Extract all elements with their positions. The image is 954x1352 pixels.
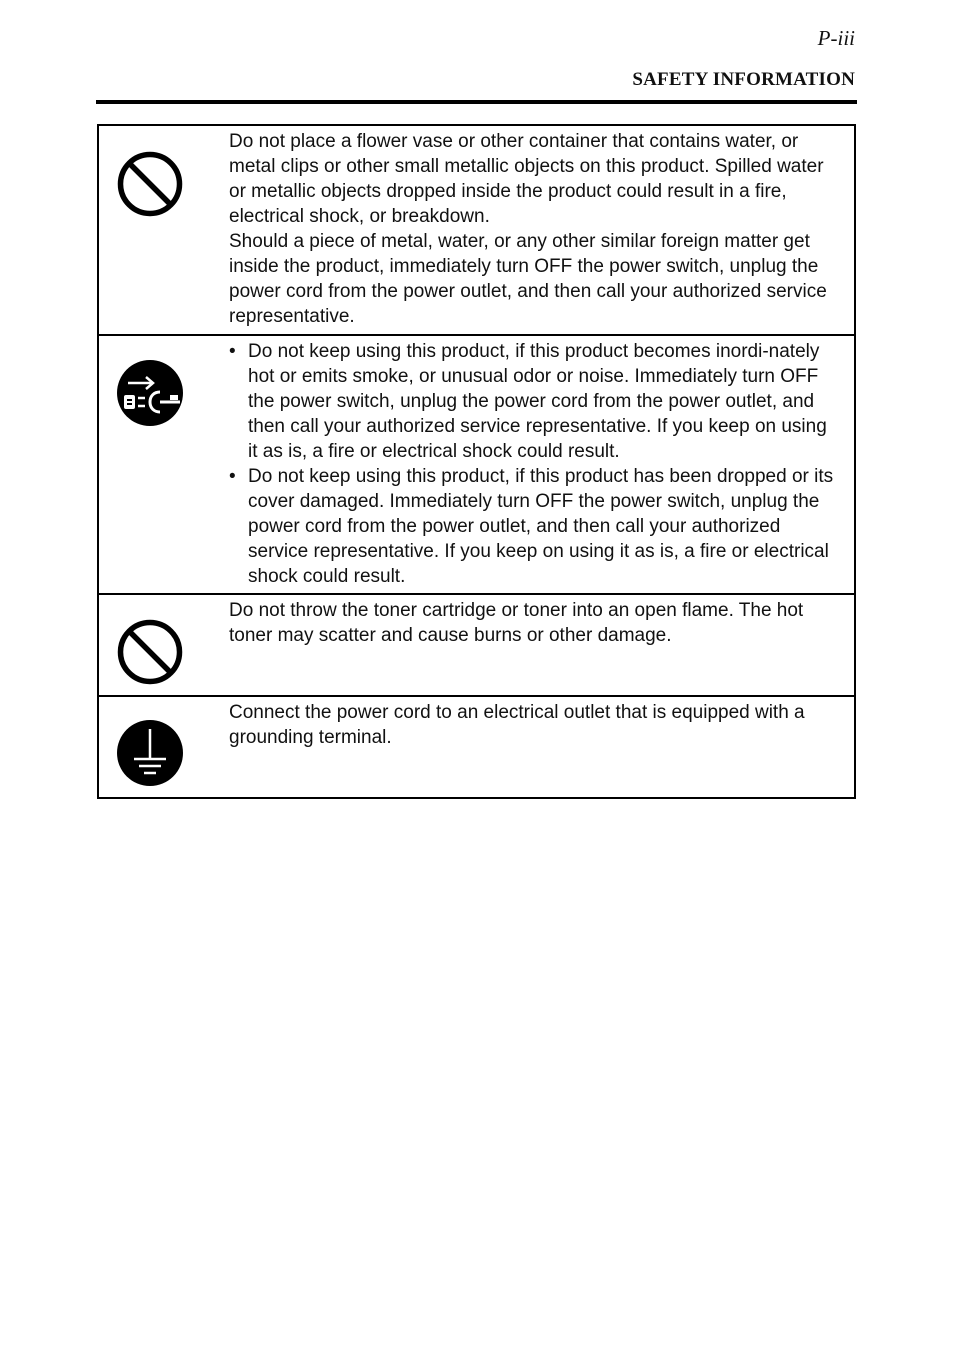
warning-text: Do not place a flower vase or other container that contains water, or metal clips or other small metallic objects on this product. Spilled water or metallic objects dropped inside the product could result in a fire, electrical shock, or breakdown. [229, 131, 824, 227]
text-cell [205, 594, 855, 696]
text-cell [205, 335, 855, 594]
icon-cell [98, 125, 205, 335]
warning-bullet: • Do not keep using this product, if this product has been dropped or its cover damaged. Immediately turn OFF the power switch, unplug the power cord from the power outlet, and then call your authorized service representative. If you keep on using it as is, a fire or electrical shock could result. [229, 464, 840, 589]
warning-text: Connect the power cord to an electrical outlet that is equipped with a grounding terminal. [229, 702, 805, 748]
unplug-icon [116, 359, 184, 427]
safety-row-4 [98, 696, 855, 798]
safety-table [97, 124, 856, 799]
safety-row-3 [98, 594, 855, 696]
header-rule [96, 100, 857, 104]
warning-text: Should a piece of metal, water, or any other similar foreign matter get inside the product, immediately turn OFF the power switch, unplug the power cord from the power outlet, and then call your authorized service representative. [229, 231, 827, 327]
warning-bullet-list [229, 339, 840, 589]
text-cell [205, 696, 855, 798]
icon-cell [98, 594, 205, 696]
section-title: SAFETY INFORMATION [632, 69, 855, 90]
page-number: P-iii [817, 26, 855, 50]
safety-row-2 [98, 335, 855, 594]
prohibition-icon [116, 150, 184, 218]
warning-text: Do not throw the toner cartridge or toner into an open flame. The hot toner may scatter and cause burns or other damage. [229, 600, 804, 646]
ground-icon [116, 719, 184, 787]
icon-cell [98, 696, 205, 798]
warning-bullet: • Do not keep using this product, if this product becomes inordi-nately hot or emits smoke, or unusual odor or noise. Immediately turn OFF the power switch, unplug the power cord from the power outlet, and then call your authorized service representative. If you keep on using it as is, a fire or electrical shock could result. [229, 339, 840, 464]
icon-cell [98, 335, 205, 594]
safety-row-1 [98, 125, 855, 335]
text-cell [205, 125, 855, 335]
prohibition-icon [116, 618, 184, 686]
